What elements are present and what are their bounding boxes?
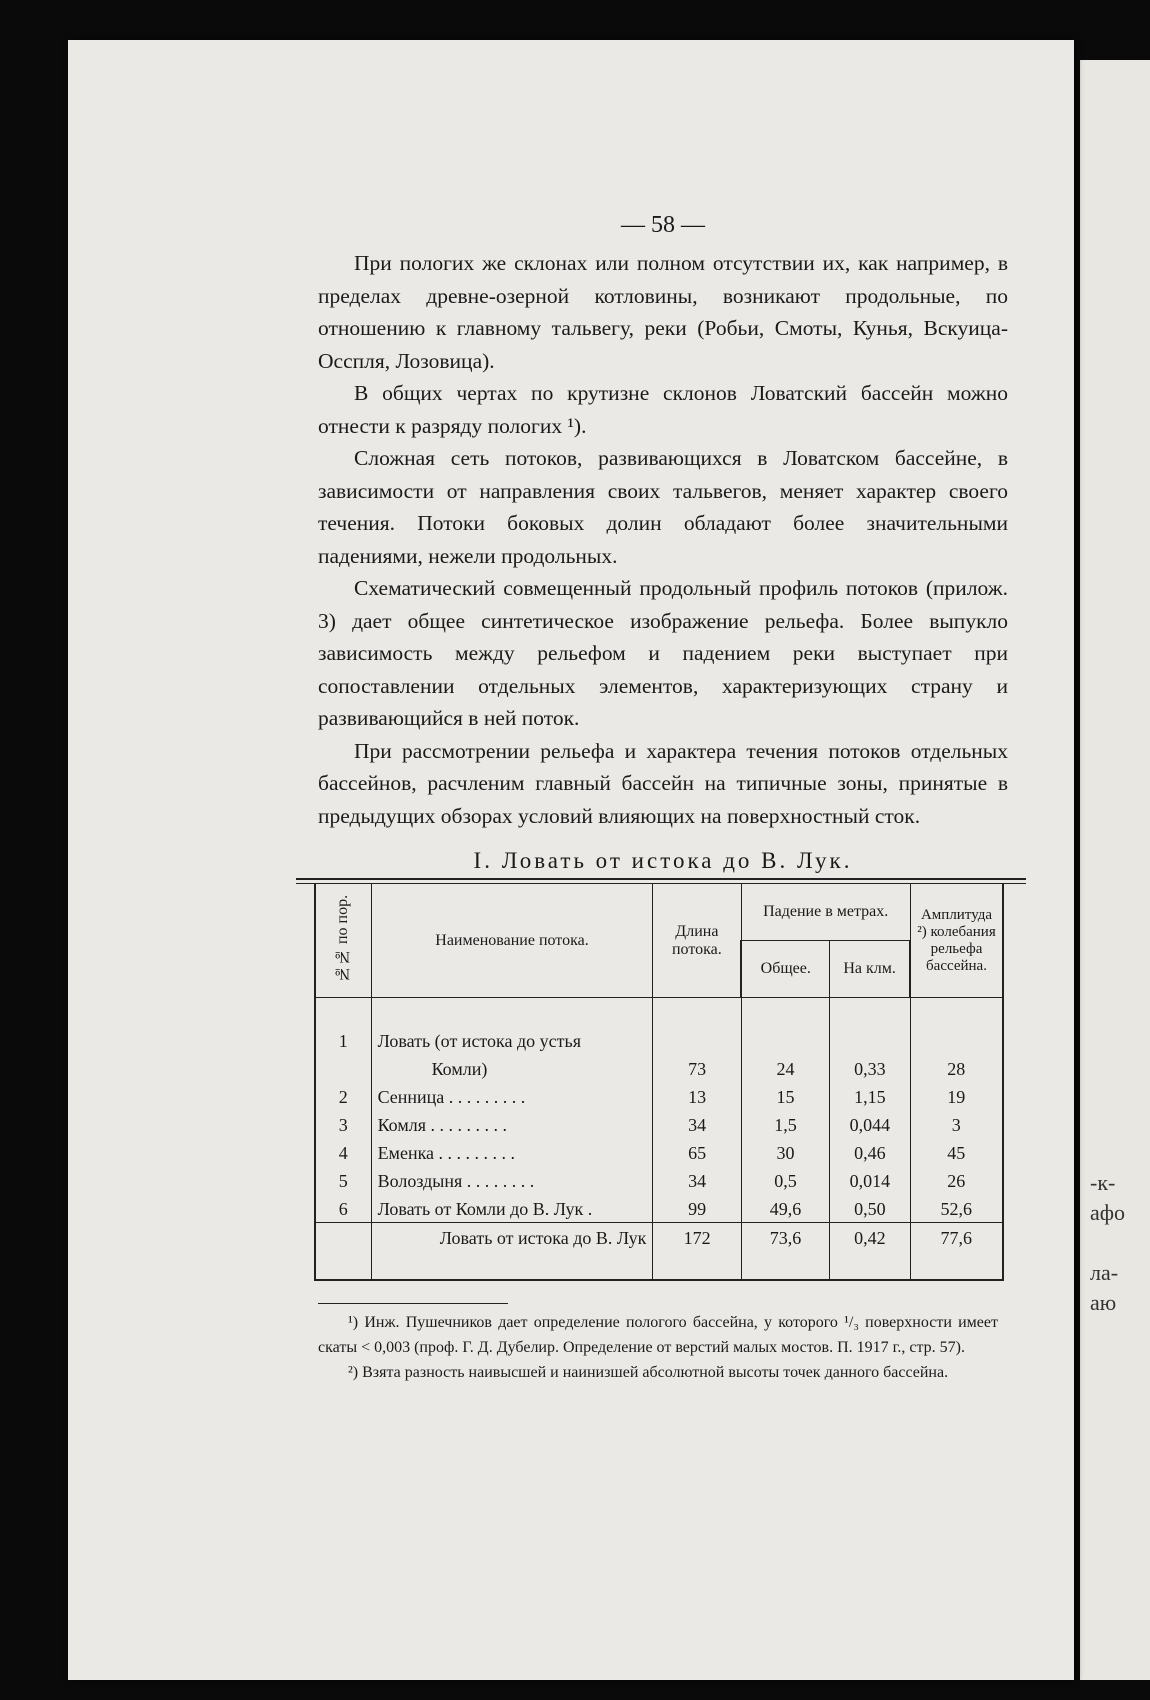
cell-fall-per-km: 0,044 [830, 1110, 910, 1138]
paragraph: При пологих же склонах или полном отсутствии их, как например, в пределах древне-озерной котловины, возникают продольные, по отношению к главному тальвегу, реки (Робьи, Смоты, Кунья, Вскуица-Осспля, Лозовица). [318, 251, 1008, 373]
cell-fall-per-km: 0,50 [830, 1194, 910, 1223]
cell-no: 6 [315, 1194, 371, 1223]
cell-length: 65 [653, 1138, 741, 1166]
cell-fall-total: 0,5 [741, 1166, 829, 1194]
cell-name: Волоздыня . . . . . . . . [371, 1166, 653, 1194]
paragraph: Сложная сеть потоков, развивающихся в Ловатском бассейне, в зависимости от направления своих тальвегов, меняет характер своего течения. Потоки боковых долин обладают более значительными падениями, нежели продольных. [318, 446, 1008, 568]
cell-fall-per-km: 0,33 [830, 1054, 910, 1082]
cell-amplitude: 52,6 [910, 1194, 1003, 1223]
cell-name: Ловать от Комли до В. Лук . [371, 1194, 653, 1223]
cell-name: Сенница . . . . . . . . . [371, 1082, 653, 1110]
cell-length: 13 [653, 1082, 741, 1110]
cell-amplitude: 45 [910, 1138, 1003, 1166]
table-row [315, 1166, 1003, 1194]
col-header-amplitude: Амплитуда ²) колебания рельефа бассейна. [910, 884, 1003, 998]
cell-length: 73 [653, 1054, 741, 1082]
cell-no: 5 [315, 1166, 371, 1194]
adjacent-page-fragment: аю [1090, 1290, 1117, 1315]
paragraph: Схематический совмещенный продольный профиль потоков (прилож. 3) дает общее синтетическое изображение рельефа. Более выпукло зависимость между рельефом и падением реки выступает при сопоставлении отдельных элементов, характеризующих страну и развивающийся в ней поток. [318, 576, 1008, 730]
book-page [68, 40, 1074, 1680]
cell-fall-per-km: 0,014 [830, 1166, 910, 1194]
cell-no: 1 [315, 1026, 371, 1054]
table-totals-row [315, 1223, 1003, 1252]
col-header-no: №№ по пор. [315, 884, 371, 998]
cell-fall-total: 49,6 [741, 1194, 829, 1223]
data-table [314, 884, 1004, 1281]
table-row [315, 1026, 1003, 1054]
footnote: ¹) Инж. Пушечников дает определение пологого бассейна, у которого ¹/₃ поверхности имеет скаты < 0,003 (проф. Г. Д. Дубелир. Определение от верстий малых мостов. П. 1917 г., стр. 57). [318, 1314, 998, 1356]
cell-fall-per-km: 1,15 [830, 1082, 910, 1110]
paragraph: При рассмотрении рельефа и характера течения потоков отдельных бассейнов, расчленим главный бассейн на типичные зоны, принятые в предыдущих обзорах условий влияющих на поверхностный сток. [318, 738, 1008, 828]
cell-total-amplitude: 77,6 [910, 1223, 1003, 1252]
cell-length: 99 [653, 1194, 741, 1223]
cell-name: Комля . . . . . . . . . [371, 1110, 653, 1138]
cell-total-name: Ловать от истока до В. Лук [371, 1223, 653, 1252]
table-row [315, 1194, 1003, 1223]
table-row [315, 1138, 1003, 1166]
cell-total-per-km: 0,42 [830, 1223, 910, 1252]
footnote: ²) Взята разность наивысшей и наинизшей абсолютной высоты точек данного бассейна. [348, 1364, 949, 1381]
cell-length: 34 [653, 1110, 741, 1138]
cell-name-cont: Комли) [371, 1054, 653, 1082]
cell-fall-per-km: 0,46 [830, 1138, 910, 1166]
table-title: I. Ловать от истока до В. Лук. [473, 848, 853, 873]
table-row [315, 1054, 1003, 1082]
col-header-name: Наименование потока. [371, 884, 653, 998]
cell-total-length: 172 [653, 1223, 741, 1252]
cell-name: Еменка . . . . . . . . . [371, 1138, 653, 1166]
cell-amplitude: 26 [910, 1166, 1003, 1194]
page-number: — 58 — [621, 212, 705, 238]
cell-fall-total: 15 [741, 1082, 829, 1110]
page-content [318, 212, 1008, 1385]
cell-name: Ловать (от истока до устья [371, 1026, 653, 1054]
cell-fall-total: 1,5 [741, 1110, 829, 1138]
col-header-fall-total: Общее. [741, 940, 829, 997]
adjacent-page-fragment: афо [1090, 1200, 1126, 1225]
cell-amplitude: 3 [910, 1110, 1003, 1138]
cell-length: 34 [653, 1166, 741, 1194]
table-row [315, 1110, 1003, 1138]
cell-amplitude: 19 [910, 1082, 1003, 1110]
cell-no: 3 [315, 1110, 371, 1138]
cell-no: 4 [315, 1138, 371, 1166]
col-header-fall-per-km: На клм. [830, 940, 910, 997]
cell-fall-total: 24 [741, 1054, 829, 1082]
cell-fall-total: 30 [741, 1138, 829, 1166]
adjacent-page-fragment: -к- [1090, 1170, 1116, 1195]
adjacent-page [1080, 60, 1150, 1680]
cell-amplitude: 28 [910, 1054, 1003, 1082]
col-header-fall-group: Падение в метрах. [741, 884, 910, 940]
adjacent-page-fragment: ла- [1090, 1260, 1119, 1285]
cell-total-fall: 73,6 [741, 1223, 829, 1252]
footnote-rule [318, 1303, 508, 1304]
col-header-length: Длина потока. [653, 884, 741, 998]
table-row [315, 1082, 1003, 1110]
cell-no: 2 [315, 1082, 371, 1110]
paragraph: В общих чертах по крутизне склонов Ловатский бассейн можно отнести к разряду пологих ¹). [318, 381, 1008, 438]
